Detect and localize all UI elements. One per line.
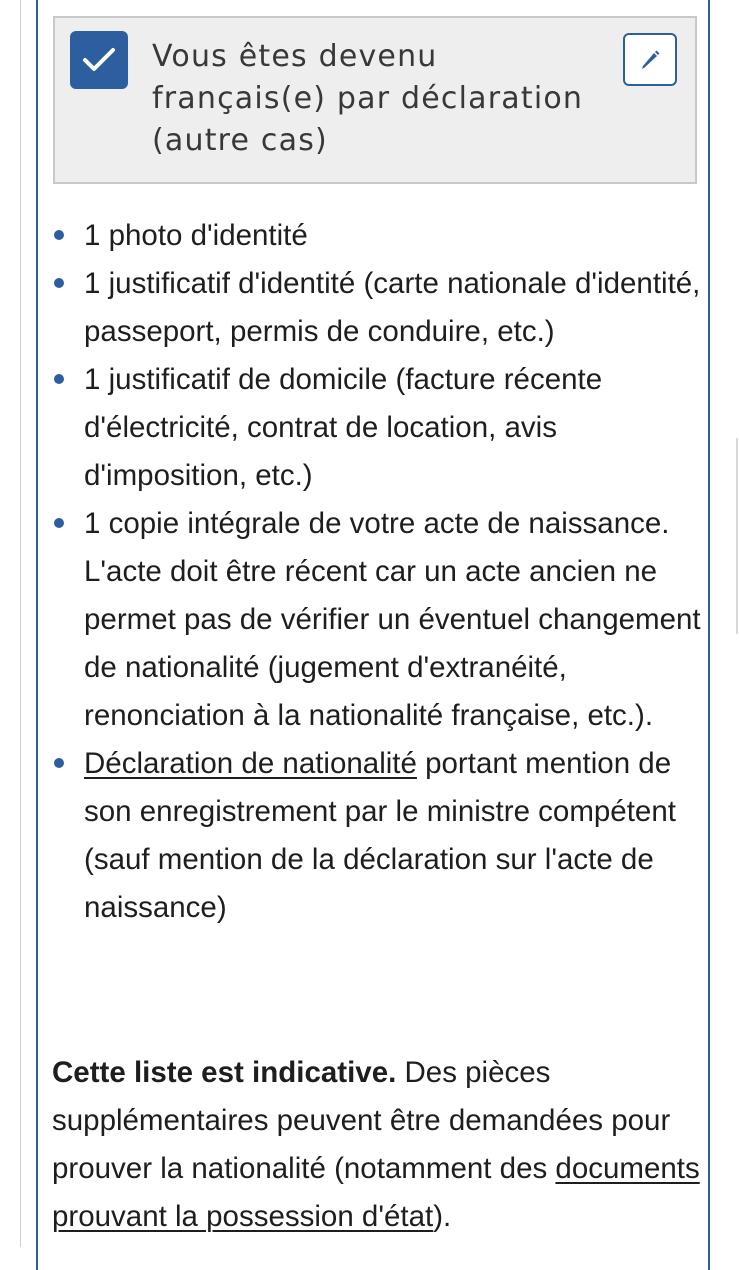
nationality-declaration-link[interactable]: Déclaration de nationalité [84,747,417,780]
scroll-indicator [736,438,738,634]
bullet-icon [54,518,64,528]
edit-button[interactable] [623,33,677,86]
list-item-text: 1 justificatif de domicile (facture récente d'électricité, contrat de location, avis d'imposition, etc.) [84,363,603,492]
situation-title: Vous êtes devenu français(e) par déclaration (autre cas) [152,39,584,158]
list-item [52,260,702,356]
note-text: Des pièces supplémentaires peuvent être demandées pour prouver la nationalité (notamment des [52,1056,671,1185]
bullet-icon [54,278,64,288]
bullet-icon [54,758,64,768]
list-item [52,356,702,500]
bullet-icon [54,374,64,384]
list-item-text: 1 copie intégrale de votre acte de naissance. L'acte doit être récent car un acte ancien ne permet pas de vérifier un éventuel changement de nationalité (jugement d'extranéité, renonciation à la nationalité française, etc.). [84,507,701,732]
page-left-rule [20,0,21,1247]
note-end: ). [433,1200,452,1233]
required-documents-list [52,212,702,932]
situation-checkbox[interactable] [70,31,128,89]
possession-of-status-link[interactable]: documents prouvant la possession d'état [52,1152,700,1233]
list-item-text: 1 justificatif d'identité (carte nationale d'identité, passeport, permis de conduire, etc.) [84,267,701,348]
checkmark-icon [82,47,116,73]
list-item-text: portant mention de son enregistrement par le ministre compétent (sauf mention de la déclaration sur l'acte de naissance) [84,747,676,924]
bullet-icon [54,230,64,240]
list-item [52,212,702,260]
note-bold: Cette liste est indicative. [52,1056,397,1089]
list-item [52,740,702,932]
indicative-note [52,1049,702,1241]
list-item [52,500,702,740]
pencil-icon [638,48,662,72]
list-item-text: 1 photo d'identité [84,219,308,252]
